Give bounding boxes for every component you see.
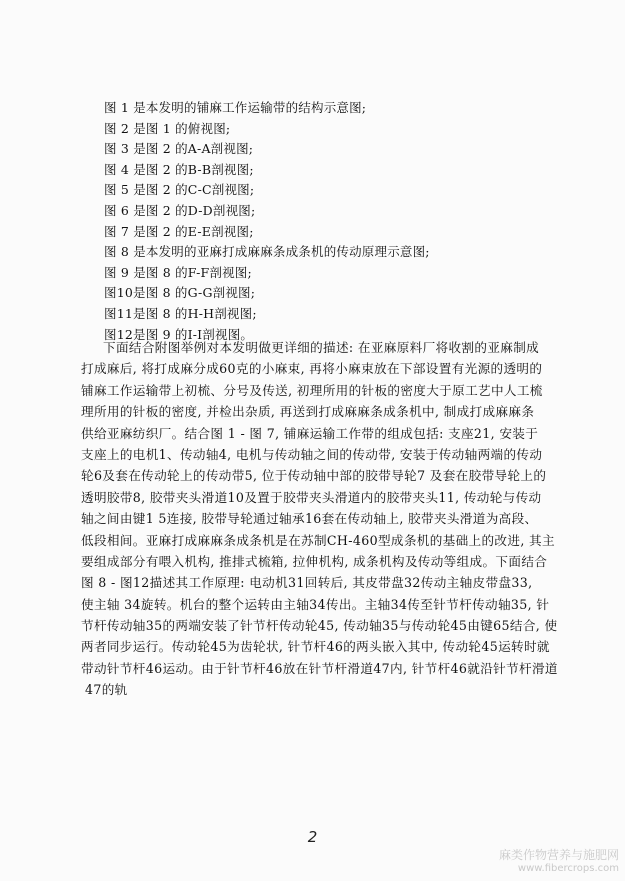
figure-caption-line: 图10是图 8 的G-G剖视图; bbox=[104, 285, 256, 301]
paragraph-line: 图 8 - 图12描述其工作原理: 电动机31回转后, 其皮带盘32传动主轴皮带盘33, bbox=[81, 575, 533, 591]
description-paragraph bbox=[81, 337, 593, 701]
paragraph-line: 带动针节杆46运动。由于针节杆46放在针节杆滑道47内, 针节杆46就沿针节杆滑道 bbox=[81, 660, 558, 676]
paragraph-line: 轮6及套在传动轮上的传动带5, 位于传动轴中部的胶带导轮7 及套在胶带导轮上的 bbox=[81, 468, 547, 484]
paragraph-line: 使主轴 34旋转。机台的整个运转由主轴34传出。主轴34传至针节杆传动轴35, 针 bbox=[81, 596, 550, 612]
figure-caption-line: 图 5 是图 2 的C-C剖视图; bbox=[104, 182, 255, 198]
figure-caption-line: 图 2 是图 1 的俯视图; bbox=[104, 120, 231, 136]
paragraph-line: 支座上的电机1、传动轴4, 电机与传动轴之间的传动带, 安装于传动轴两端的传动 bbox=[81, 446, 543, 462]
paragraph-line: 低段相间。亚麻打成麻麻条成条机是在苏制CH-460型成条机的基础上的改进, 其主 bbox=[81, 532, 555, 548]
watermark-site-name: 麻类作物营养与施肥网 bbox=[498, 848, 619, 862]
figure-caption-line: 图 8 是本发明的亚麻打成麻麻条成条机的传动原理示意图; bbox=[104, 244, 430, 260]
figure-caption-line: 图 3 是图 2 的A-A剖视图; bbox=[104, 141, 254, 157]
paragraph-line: 铺麻工作运输带上初梳、分号及传送, 初理所用的针板的密度大于原工艺中人工梳 bbox=[81, 382, 543, 398]
figure-caption-line: 图 1 是本发明的铺麻工作运输带的结构示意图; bbox=[104, 100, 367, 115]
figure-caption-line: 图 7 是图 2 的E-E剖视图; bbox=[104, 223, 254, 239]
figure-caption-line: 图 9 是图 8 的F-F剖视图; bbox=[104, 264, 252, 280]
paragraph-line: 要组成部分有喂入机构, 推排式梳箱, 拉伸机构, 成条机构及传动等组成。下面结合 bbox=[81, 553, 548, 569]
watermark-url: www.fibercrops.com bbox=[517, 863, 619, 874]
paragraph-line: 轴之间由键1 5连接, 胶带导轮通过轴承16套在传动轴上, 胶带夹头滑道为高段、 bbox=[81, 511, 538, 527]
paragraph-line: 供给亚麻纺织厂。结合图 1 - 图 7, 铺麻运输工作带的组成包括: 支座21, 安装于 bbox=[81, 425, 539, 441]
site-watermark bbox=[499, 848, 619, 875]
paragraph-line: 下面结合附图举例对本发明做更详细的描述: 在亚麻原料厂将收割的亚麻制成 bbox=[103, 340, 540, 355]
figure-caption-line: 图 4 是图 2 的B-B剖视图; bbox=[104, 161, 254, 177]
paragraph-line: 47的轨 bbox=[85, 682, 128, 698]
paragraph-line: 两者同步运行。传动轮45为齿轮状, 针节杆46的两头嵌入其中, 传动轮45运转时就 bbox=[81, 639, 550, 655]
figure-caption-line: 图12是图 9 的I-I剖视图。 bbox=[104, 326, 254, 342]
figure-description-list bbox=[104, 98, 584, 345]
figure-caption-line: 图 6 是图 2 的D-D剖视图; bbox=[104, 202, 256, 218]
figure-caption-line: 图11是图 8 的H-H剖视图; bbox=[104, 305, 257, 321]
paragraph-line: 打成麻后, 将打成麻分成60克的小麻束, 再将小麻束放在下部设置有光源的透明的 bbox=[81, 361, 543, 377]
page-number: 2 bbox=[307, 828, 318, 846]
paragraph-line: 节杆传动轴35的两端安装了针节杆传动轮45, 传动轴35与传动轮45由键65结合, 使 bbox=[81, 618, 558, 634]
paragraph-line: 透明胶带8, 胶带夹头滑道10及置于胶带夹头滑道内的胶带夹头11, 传动轮与传动 bbox=[81, 489, 542, 505]
paragraph-line: 理所用的针板的密度, 并检出杂质, 再送到打成麻麻条成条机中, 制成打成麻麻条 bbox=[81, 404, 535, 420]
